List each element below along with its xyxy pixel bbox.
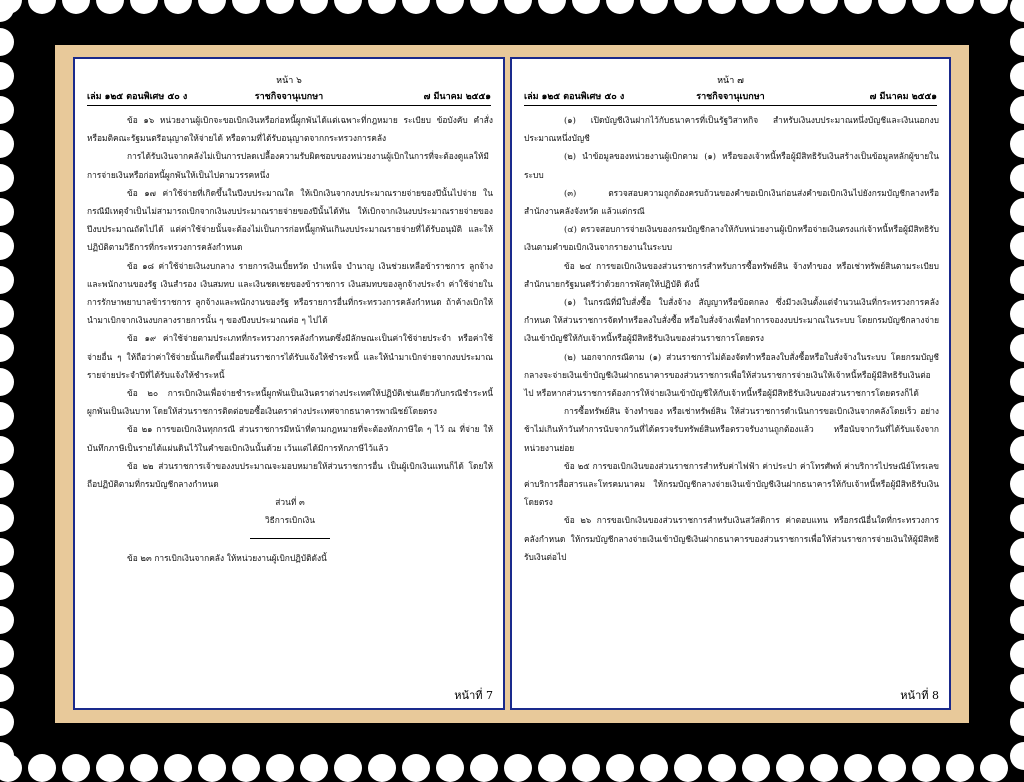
stamp-frame: [55, 45, 969, 723]
perforation-notch: [1010, 266, 1024, 294]
perforation-notch: [0, 300, 14, 328]
perforation-notch: [0, 28, 14, 56]
perforation-notch: [572, 0, 600, 14]
perforation-notch: [1010, 300, 1024, 328]
perforation-notch: [28, 754, 56, 782]
perforation-notch: [368, 754, 396, 782]
paragraph: ข้อ ๒๔ การขอเบิกเงินของส่วนราชการสำหรับการซื้อทรัพย์สิน จ้างทำของ หรือเช่าทรัพย์สินตามระเบียบสำนักนายกรัฐมนตรีว่าด้วยการพัสดุให้ปฏิบัติ ดังนี้: [524, 260, 939, 289]
perforation-notch: [1010, 674, 1024, 702]
perforation-notch: [1010, 606, 1024, 634]
slide-page-footer: หน้าที่ 8: [900, 689, 939, 702]
paragraph: ข้อ ๒๑ การขอเบิกเงินทุกกรณี ส่วนราชการมีหน้าที่ตามกฎหมายที่จะต้องหักภาษีใด ๆ ไว้ ณ ที่จ่าย ให้บันทึกภาษีเป็นรายได้แผ่นดินไว้ในคำขอเบิกเงินนั้นด้วย เว้นแต่ได้มีการหักภาษีไว้แล้ว: [87, 424, 493, 453]
perforation-notch: [0, 470, 14, 498]
perforation-notch: [334, 754, 362, 782]
perforation-notch: [1010, 368, 1024, 396]
perforation-notch: [0, 538, 14, 566]
perforation-notch: [708, 0, 736, 14]
perforation-notch: [0, 96, 14, 124]
perforation-notch: [164, 754, 192, 782]
section-title: ส่วนที่ ๓: [275, 497, 305, 508]
perforation-notch: [96, 754, 124, 782]
perforation-notch: [980, 754, 1008, 782]
perforation-notch: [980, 0, 1008, 14]
perforation-notch: [878, 754, 906, 782]
perforation-notch: [1010, 62, 1024, 90]
perforation-notch: [1010, 130, 1024, 158]
perforation-notch: [470, 0, 498, 14]
perforation-notch: [1010, 96, 1024, 124]
perforation-notch: [0, 402, 14, 430]
perforation-notch: [62, 754, 90, 782]
perforation-notch: [1010, 164, 1024, 192]
perforation-notch: [1010, 334, 1024, 362]
paragraph: ข้อ ๒๐ การเบิกเงินเพื่อจ่ายชำระหนี้ผูกพันเป็นเงินตราต่างประเทศให้ปฏิบัติเช่นเดียวกับกรณีชำระหนี้ผูกพันเป็นเงินบาท โดยให้ส่วนราชการติดต่อขอซื้อเงินตราต่างประเทศจากธนาคารพาณิชย์โดยตรง: [87, 388, 493, 417]
perforation-notch: [0, 674, 14, 702]
perforation-notch: [1010, 538, 1024, 566]
page-header: [524, 73, 937, 106]
perforation-notch: [946, 0, 974, 14]
document-page-left: [73, 57, 505, 710]
perforation-notch: [0, 0, 14, 22]
paragraph: ข้อ ๑๗ ค่าใช้จ่ายที่เกิดขึ้นในปีงบประมาณใด ให้เบิกเงินจากงบประมาณรายจ่ายของปีนั้นไปจ่าย ในกรณีมีเหตุจำเป็นไม่สามารถเบิกจากเงินงบประมาณรายจ่ายของปีนั้นได้ทัน ให้เบิกจากเงินงบประมาณรายจ่ายของปีงบประมาณถัดไปได้ แต่ค่าใช้จ่ายนั้นจะต้องไม่เป็นการก่อหนี้ผูกพันเกินงบประมาณรายจ่ายที่ได้รับอนุมัติ และให้ปฏิบัติตามวิธีการที่กระทรวงการคลังกำหนด: [87, 187, 493, 253]
perforation-notch: [538, 754, 566, 782]
perforation-notch: [606, 754, 634, 782]
perforation-notch: [0, 62, 14, 90]
perforation-notch: [946, 754, 974, 782]
page-body: [87, 111, 493, 567]
perforation-notch: [912, 0, 940, 14]
paragraph: (๔) ตรวจสอบการจ่ายเงินของกรมบัญชีกลางให้กับหน่วยงานผู้เบิกหรือจ่ายเงินตรงแก่เจ้าหนี้หรือผู้มีสิทธิรับเงินตามคำขอเบิกเงินจากรายงานในระบบ: [524, 224, 939, 253]
paragraph: ข้อ ๒๖ การขอเบิกเงินของส่วนราชการสำหรับเงินสวัสดิการ ค่าตอบแทน หรือกรณีอื่นใดที่กระทรวงการคลังกำหนด ให้กรมบัญชีกลางจ่ายเงินเข้าบัญชีเงินฝากธนาคารของส่วนราชการเพื่อให้ส่วนราชการจ่ายเงินให้ผู้มีสิทธิรับเงินต่อไป: [524, 515, 939, 562]
perforation-notch: [912, 754, 940, 782]
paragraph: การได้รับเงินจากคลังไม่เป็นการปลดเปลื้องความรับผิดชอบของหน่วยงานผู้เบิกในการที่จะต้องดูแลให้มีการจ่ายเงินหรือก่อหนี้ผูกพันให้เป็นไปตามวรรคหนึ่ง: [87, 151, 489, 180]
perforation-notch: [0, 572, 14, 600]
perforation-notch: [504, 0, 532, 14]
perforation-notch: [1010, 436, 1024, 464]
perforation-notch: [674, 754, 702, 782]
perforation-notch: [130, 754, 158, 782]
perforation-notch: [436, 754, 464, 782]
perforation-notch: [810, 754, 838, 782]
perforation-notch: [0, 266, 14, 294]
perforation-notch: [0, 368, 14, 396]
paragraph: (๒) นอกจากกรณีตาม (๑) ส่วนราชการไม่ต้องจัดทำหรือลงใบสั่งซื้อหรือใบสั่งจ้างในระบบ โดยกรมบัญชีกลางจะจ่ายเงินเข้าบัญชีเงินฝากธนาคารของส่วนราชการเพื่อให้ส่วนราชการจ่ายเงินให้เจ้าหนี้หรือผู้มีสิทธิรับเงินต่อไป หรือหากส่วนราชการต้องการให้จ่ายเงินเข้าบัญชีให้กับเจ้าหนี้หรือผู้มีสิทธิรับเงินของส่วนราชการโดยตรงก็ได้: [524, 351, 939, 399]
perforation-notch: [232, 0, 260, 14]
perforation-notch: [300, 0, 328, 14]
perforation-notch: [1010, 0, 1024, 22]
page-body: [524, 111, 939, 566]
gazette-title: ราชกิจจานุเบกษา: [696, 92, 765, 102]
volume-label: เล่ม ๑๒๕ ตอนพิเศษ ๕๐ ง: [87, 92, 188, 102]
perforation-notch: [878, 0, 906, 14]
perforation-notch: [844, 0, 872, 14]
perforation-notch: [96, 0, 124, 14]
perforation-notch: [1010, 28, 1024, 56]
perforation-notch: [130, 0, 158, 14]
paragraph: ข้อ ๒๒ ส่วนราชการเจ้าของงบประมาณจะมอบหมายให้ส่วนราชการอื่น เป็นผู้เบิกเงินแทนก็ได้ โดยให้ถือปฏิบัติตามที่กรมบัญชีกลางกำหนด: [87, 460, 493, 490]
page-number: หน้า ๗: [717, 76, 744, 86]
paragraph: (๑) ในกรณีที่มีใบสั่งซื้อ ใบสั่งจ้าง สัญญาหรือข้อตกลง ซึ่งมีวงเงินตั้งแต่จำนวนเงินที่กระทรวงการคลังกำหนด ให้ส่วนราชการจัดทำหรือลงใบสั่งซื้อ หรือใบสั่งจ้างเพื่อทำการจองงบประมาณในระบบ โดยกรมบัญชีกลางจ่ายเงินเข้าบัญชีให้กับเจ้าหนี้หรือผู้มีสิทธิรับเงินของส่วนราชการโดยตรง: [524, 297, 939, 344]
perforation-notch: [300, 754, 328, 782]
divider: [250, 538, 330, 539]
paragraph: (๑) เปิดบัญชีเงินฝากไว้กับธนาคารที่เป็นรัฐวิสาหกิจ สำหรับเงินงบประมาณหนึ่งบัญชีและเงินนอกงบประมาณหนึ่งบัญชี: [524, 115, 939, 144]
perforation-notch: [1010, 198, 1024, 226]
perforation-notch: [0, 606, 14, 634]
perforation-notch: [0, 708, 14, 736]
perforation-notch: [0, 504, 14, 532]
perforation-notch: [402, 0, 430, 14]
perforation-notch: [606, 0, 634, 14]
perforation-notch: [708, 754, 736, 782]
gazette-title: ราชกิจจานุเบกษา: [254, 92, 324, 102]
perforation-notch: [640, 754, 668, 782]
perforation-notch: [198, 754, 226, 782]
perforation-notch: [776, 754, 804, 782]
perforation-notch: [674, 0, 702, 14]
perforation-notch: [164, 0, 192, 14]
perforation-notch: [742, 754, 770, 782]
perforation-notch: [538, 0, 566, 14]
paragraph: ข้อ ๑๘ ค่าใช้จ่ายเงินงบกลาง รายการเงินเบี้ยหวัด บำเหน็จ บำนาญ เงินช่วยเหลือข้าราชการ ลูกจ้าง และพนักงานของรัฐ เงินสำรอง เงินสมทบ และเงินชดเชยของข้าราชการ เงินสมทบของลูกจ้างประจำ ค่าใช้จ่ายในการรักษาพยาบาลข้าราชการ ลูกจ้างและพนักงานของรัฐ หรือรายการอื่นที่กระทรวงการคลังกำหนด ถ้าค้างเบิกให้นำมาเบิกจากเงินงบกลางรายการนั้น ๆ ของปีงบประมาณต่อ ๆ ไปได้: [87, 260, 493, 326]
paragraph: การซื้อทรัพย์สิน จ้างทำของ หรือเช่าทรัพย์สิน ให้ส่วนราชการดำเนินการขอเบิกเงินจากคลังโดยเร็ว อย่างช้าไม่เกินห้าวันทำการนับจากวันที่ได้ตรวจรับทรัพย์สินหรือตรวจรับงานถูกต้องแล้ว หรือนับจากวันที่ได้รับแจ้งจากหน่วยงานย่อย: [524, 406, 939, 453]
perforation-notch: [572, 754, 600, 782]
paragraph: ข้อ ๒๕ การขอเบิกเงินของส่วนราชการสำหรับค่าไฟฟ้า ค่าประปา ค่าโทรศัพท์ ค่าบริการไปรษณีย์โทรเลข ค่าบริการสื่อสารและโทรคมนาคม ให้กรมบัญชีกลางจ่ายเงินเข้าบัญชีเงินฝากธนาคารให้กับเจ้าหนี้หรือผู้มีสิทธิรับเงินโดยตรง: [524, 460, 939, 508]
perforation-notch: [742, 0, 770, 14]
section-subtitle: วิธีการเบิกเงิน: [264, 515, 315, 526]
perforation-notch: [28, 0, 56, 14]
document-page-right: [510, 57, 951, 710]
slide-page-footer: หน้าที่ 7: [454, 689, 493, 702]
perforation-notch: [1010, 572, 1024, 600]
paragraph: ข้อ ๑๙ ค่าใช้จ่ายตามประเภทที่กระทรวงการคลังกำหนดซึ่งมีลักษณะเป็นค่าใช้จ่ายประจำ หรือค่าใช้จ่ายอื่น ๆ ให้ถือว่าค่าใช้จ่ายนั้นเกิดขึ้นเมื่อส่วนราชการได้รับแจ้งให้ชำระหนี้ และให้นำมาเบิกจ่ายจากงบประมาณรายจ่ายประจำปีที่ได้รับแจ้งให้ชำระหนี้: [87, 333, 493, 380]
perforation-notch: [266, 754, 294, 782]
perforation-notch: [0, 198, 14, 226]
perforation-notch: [62, 0, 90, 14]
perforation-notch: [810, 0, 838, 14]
paragraph: ข้อ ๑๖ หน่วยงานผู้เบิกจะขอเบิกเงินหรือก่อหนี้ผูกพันได้แต่เฉพาะที่กฎหมาย ระเบียบ ข้อบังคับ คำสั่ง หรือมติคณะรัฐมนตรีอนุญาตให้จ่ายได้ หรือตามที่ได้รับอนุญาตจากกระทรวงการคลัง: [87, 115, 493, 144]
perforation-notch: [470, 754, 498, 782]
page-header: [87, 73, 491, 106]
perforation-notch: [1010, 232, 1024, 260]
perforation-notch: [0, 334, 14, 362]
perforation-notch: [776, 0, 804, 14]
perforation-notch: [198, 0, 226, 14]
perforation-notch: [266, 0, 294, 14]
perforation-notch: [436, 0, 464, 14]
perforation-notch: [402, 754, 430, 782]
page-number: หน้า ๖: [276, 76, 302, 86]
perforation-notch: [0, 436, 14, 464]
perforation-notch: [232, 754, 260, 782]
perforation-notch: [1010, 640, 1024, 668]
volume-label: เล่ม ๑๒๕ ตอนพิเศษ ๕๐ ง: [524, 92, 625, 102]
perforation-notch: [640, 0, 668, 14]
perforation-notch: [0, 130, 14, 158]
paragraph: ข้อ ๒๓ การเบิกเงินจากคลัง ให้หน่วยงานผู้เบิกปฏิบัติดังนี้: [127, 552, 327, 563]
perforation-notch: [368, 0, 396, 14]
perforation-notch: [0, 232, 14, 260]
perforation-notch: [504, 754, 532, 782]
perforation-notch: [1010, 742, 1024, 770]
perforation-notch: [844, 754, 872, 782]
perforation-notch: [1010, 470, 1024, 498]
paragraph: (๓) ตรวจสอบความถูกต้องครบถ้วนของคำขอเบิกเงินก่อนส่งคำขอเบิกเงินไปยังกรมบัญชีกลางหรือสำนักงานคลังจังหวัด แล้วแต่กรณี: [524, 187, 939, 217]
publish-date: ๗ มีนาคม ๒๕๕๑: [869, 92, 937, 102]
perforation-notch: [334, 0, 362, 14]
paragraph: (๒) นำข้อมูลของหน่วยงานผู้เบิกตาม (๑) หรือของเจ้าหนี้หรือผู้มีสิทธิรับเงินสร้างเป็นข้อมูลหลักผู้ขายในระบบ: [524, 151, 939, 180]
perforation-notch: [1010, 402, 1024, 430]
publish-date: ๗ มีนาคม ๒๕๕๑: [423, 92, 491, 102]
perforation-notch: [0, 164, 14, 192]
perforation-notch: [1010, 708, 1024, 736]
perforation-notch: [1010, 504, 1024, 532]
perforation-notch: [0, 640, 14, 668]
